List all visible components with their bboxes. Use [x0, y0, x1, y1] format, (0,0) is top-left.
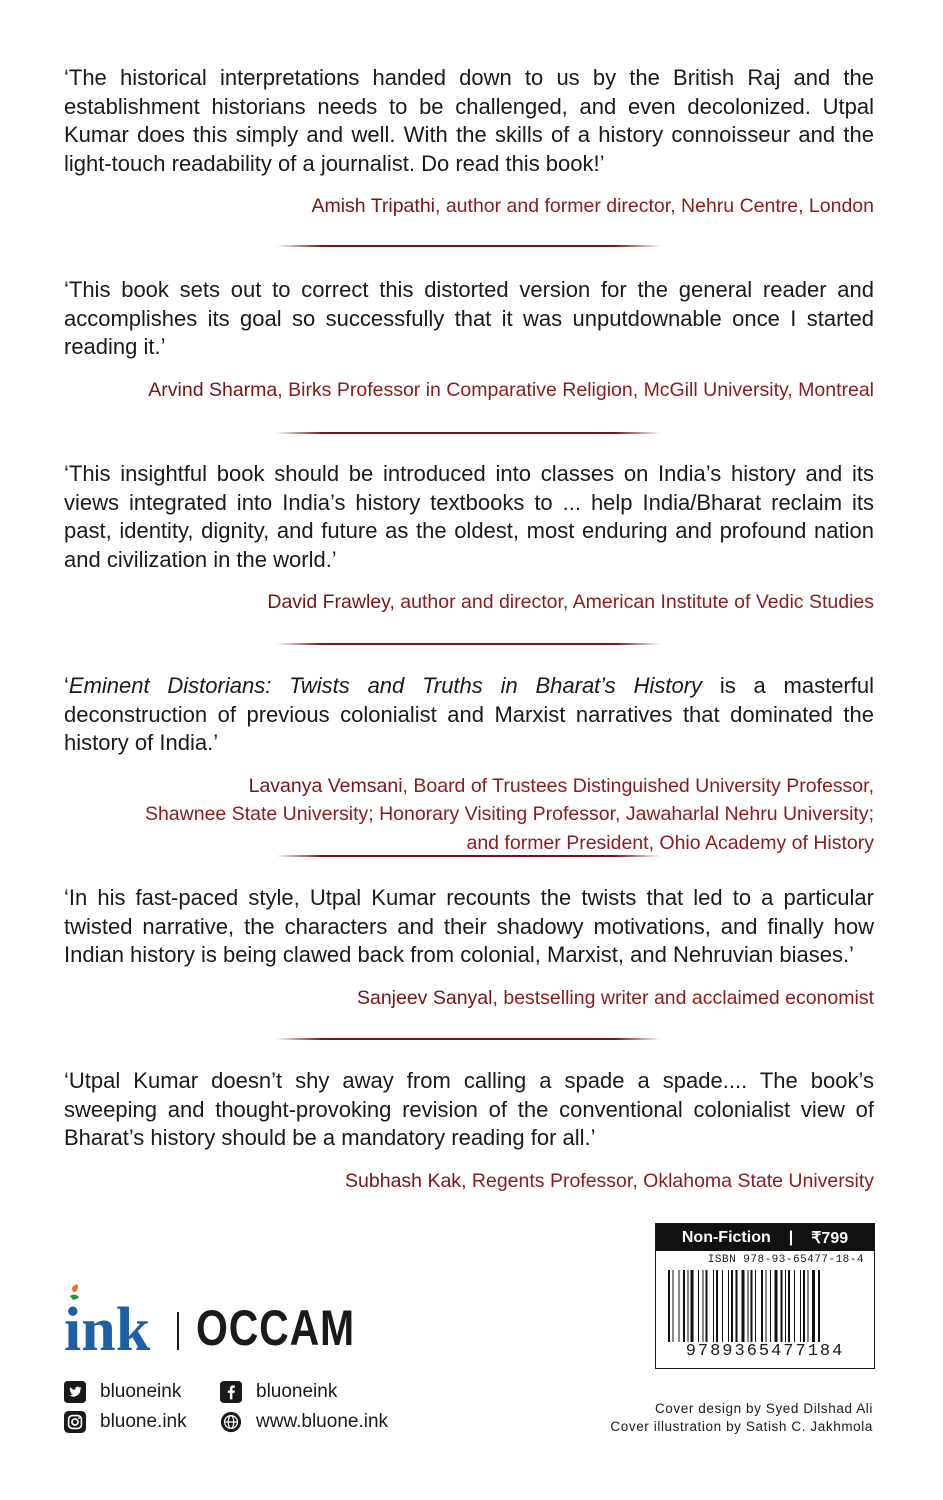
- book-title: Eminent Distorians: Twists and Truths in Bharat’s History: [68, 673, 703, 698]
- quote-block-1: [64, 64, 874, 221]
- website-link[interactable]: [220, 1411, 388, 1433]
- quote-block-6: [64, 1067, 874, 1195]
- barcode-bar: [736, 1270, 738, 1342]
- facebook-handle[interactable]: [220, 1381, 337, 1403]
- barcode-bar: [706, 1270, 708, 1342]
- facebook-label: bluoneink: [256, 1381, 338, 1402]
- barcode-bar: [691, 1270, 694, 1342]
- barcode-bar: [728, 1270, 729, 1342]
- website-label: www.bluone.ink: [256, 1411, 389, 1432]
- ink-logo-text: ink: [64, 1296, 151, 1354]
- price-label: ₹799: [811, 1229, 849, 1247]
- cover-illustration-credit: Cover illustration by Satish C. Jakhmola: [610, 1419, 873, 1434]
- barcode-bar: [716, 1270, 718, 1342]
- quote-text: ‘Utpal Kumar doesn’t shy away from calling a spade a spade.... The book’s sweeping and thought-provoking revision of the conventional colonialist view of Bharat’s history should be a mandatory reading for all.’: [64, 1068, 874, 1151]
- barcode-bar: [812, 1270, 815, 1342]
- quote-attribution: [64, 984, 874, 1013]
- isbn-label: ISBN 978-93-65477-18-4: [707, 1254, 864, 1266]
- author-role: , Board of Trustees Distinguished University Professor,: [402, 774, 874, 797]
- barcode-bar: [770, 1270, 771, 1342]
- quote-block-4: [64, 672, 874, 857]
- instagram-handle[interactable]: [64, 1411, 187, 1433]
- twitter-handle[interactable]: [64, 1381, 181, 1403]
- divider: [276, 432, 661, 434]
- barcode-bar: [751, 1270, 753, 1342]
- quote-text: ‘This insightful book should be introduced into classes on India’s history and its views integrated into India’s history textbooks to ... help India/Bharat reclaim its past, identity, dignity, and future as the oldest, most enduring and profound nation and civilization in the world.’: [64, 461, 874, 572]
- author-role-line3: and former President, Ohio Academy of History: [466, 831, 874, 854]
- logo-separator: [177, 1312, 179, 1350]
- barcode-bar: [775, 1270, 778, 1342]
- quote-block-3: [64, 460, 874, 617]
- author-role: , Birks Professor in Comparative Religion, McGill University, Montreal: [277, 378, 874, 401]
- instagram-icon: [64, 1411, 86, 1433]
- author-name: Subhash Kak: [345, 1169, 462, 1192]
- barcode-bar: [698, 1270, 699, 1342]
- header-separator: |: [788, 1228, 794, 1246]
- barcode-bar: [713, 1270, 714, 1342]
- author-role-line2: Shawnee State University; Honorary Visiting Professor, Jawaharlal Nehru University;: [144, 803, 874, 826]
- barcode-number: 9789365477184: [685, 1342, 845, 1361]
- barcode-bar: [761, 1270, 763, 1342]
- barcode-bar: [748, 1270, 749, 1342]
- barcode-bar: [683, 1270, 685, 1342]
- quote-text: ‘The historical interpretations handed down to us by the British Raj and the establishment historians needs to be challenged, and even decolonized. Utpal Kumar does this simply and well. With the skills of a history connoisseur and the light-touch readability of a journalist. Do read this book!’: [64, 65, 874, 176]
- author-role: , author and director, American Institute of Vedic Studies: [389, 591, 874, 614]
- price-header: [656, 1224, 874, 1251]
- barcode-bar: [703, 1270, 704, 1342]
- barcode-bar: [818, 1270, 820, 1342]
- globe-icon: [220, 1411, 242, 1433]
- quote-attribution: [64, 1167, 874, 1196]
- twitter-label: bluoneink: [100, 1381, 182, 1402]
- quote-attribution: [64, 772, 874, 858]
- author-name: Sanjeev Sanyal: [356, 986, 493, 1009]
- barcode-bar: [766, 1270, 767, 1342]
- author-name: Amish Tripathi: [311, 195, 435, 218]
- barcode-bar: [788, 1270, 790, 1342]
- barcode-bar: [800, 1270, 801, 1342]
- quote-rest: is a masterful deconstruction of previous colonialist and Marxist narratives that dominated the history of India.’: [64, 673, 874, 756]
- cover-design-credit: Cover design by Syed Dilshad Ali: [654, 1401, 873, 1416]
- barcode-bar: [803, 1270, 805, 1342]
- quote-text: [64, 672, 874, 758]
- author-name: Arvind Sharma: [148, 378, 278, 401]
- cover-credits: [610, 1400, 873, 1436]
- facebook-icon: [220, 1381, 242, 1403]
- divider: [276, 245, 661, 247]
- barcode-bar: [688, 1270, 689, 1342]
- barcode-bar: [722, 1270, 723, 1342]
- author-name: David Frawley: [267, 591, 390, 614]
- author-name: Lavanya Vemsani: [248, 774, 403, 797]
- quote-block-5: [64, 884, 874, 1012]
- twitter-icon: [64, 1381, 86, 1403]
- quote-open: ‘: [64, 673, 69, 698]
- quote-attribution: [64, 588, 874, 617]
- quote-attribution: [64, 192, 874, 221]
- quote-block-2: [64, 276, 874, 404]
- quote-text: ‘This book sets out to correct this distorted version for the general reader and accomplishes its goal so successfully that it was unputdownable once I started reading it.’: [64, 277, 874, 360]
- barcode-bar: [679, 1270, 680, 1342]
- barcode-bar: [668, 1270, 670, 1342]
- instagram-label: bluone.ink: [100, 1411, 187, 1432]
- divider: [276, 1038, 661, 1040]
- barcode-box: [655, 1223, 875, 1369]
- author-role: , Regents Professor, Oklahoma State University: [461, 1169, 874, 1192]
- barcode-bars: [666, 1270, 864, 1342]
- quote-text: ‘In his fast-paced style, Utpal Kumar recounts the twists that led to a particular twisted narrative, the characters and their shadowy motivations, and finally how Indian history is being clawed back from colonial, Marxist, and Nehruvian biases.’: [64, 885, 874, 968]
- barcode-bar: [731, 1270, 733, 1342]
- barcode-bar: [673, 1270, 674, 1342]
- barcode-bar: [781, 1270, 783, 1342]
- category-label: Non-Fiction: [681, 1228, 771, 1246]
- divider: [276, 643, 661, 645]
- quote-attribution: [64, 376, 874, 405]
- saffron-flame-icon: [72, 1284, 78, 1292]
- author-role: , author and former director, Nehru Centre, London: [435, 195, 874, 218]
- barcode-bar: [808, 1270, 809, 1342]
- barcode-bar: [755, 1270, 756, 1342]
- ink-logo: [64, 1282, 164, 1354]
- barcode-bar: [794, 1270, 795, 1342]
- divider: [276, 855, 661, 857]
- occam-logo: OCCAM: [196, 1300, 355, 1356]
- barcode-bar: [742, 1270, 745, 1342]
- barcode-bar: [785, 1270, 786, 1342]
- author-role: , bestselling writer and acclaimed economist: [492, 986, 874, 1009]
